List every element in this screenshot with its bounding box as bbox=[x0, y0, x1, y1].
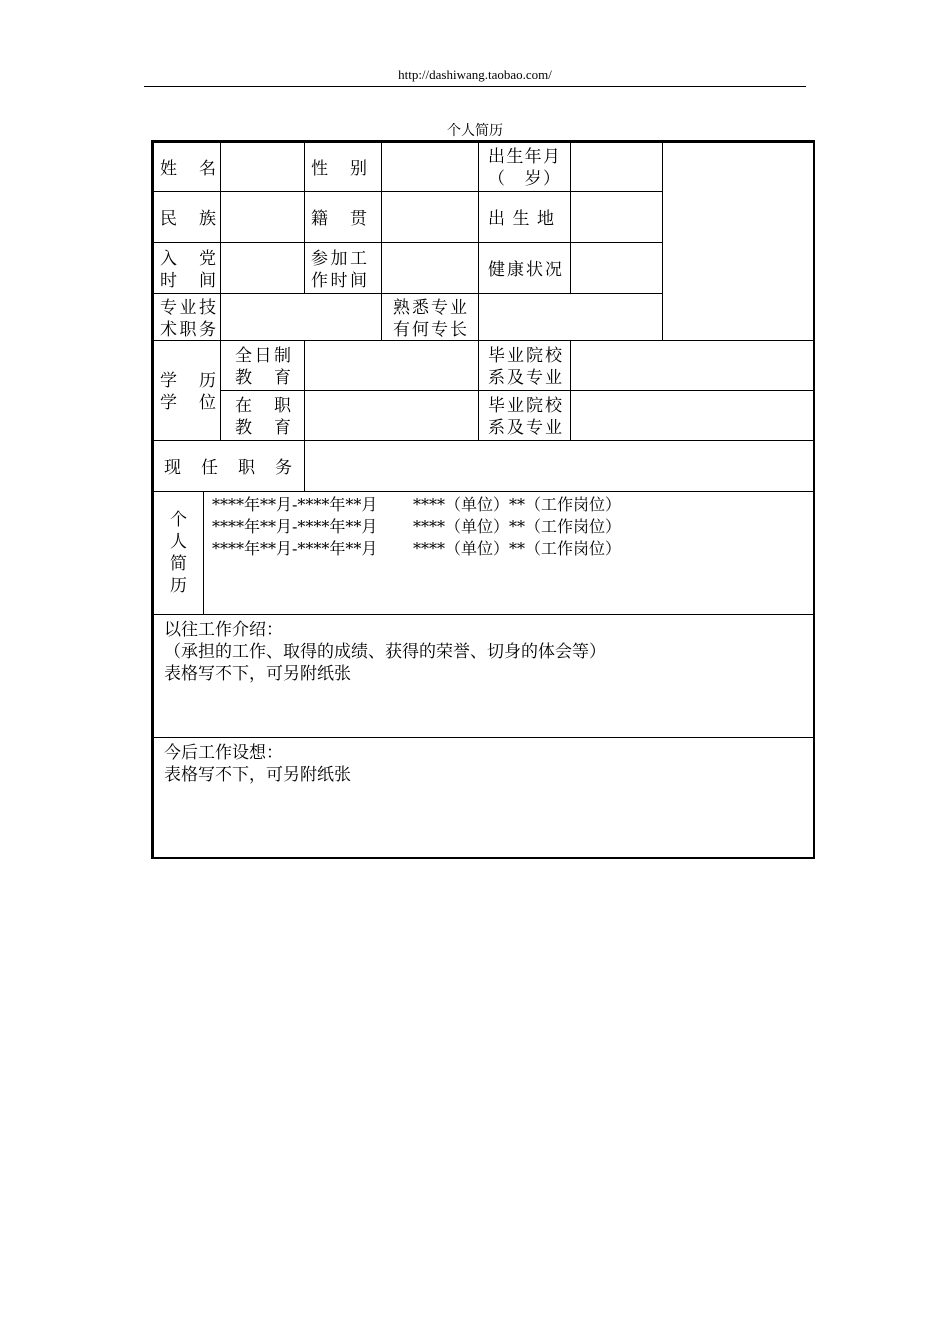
field-party[interactable] bbox=[220, 242, 305, 294]
field-name[interactable] bbox=[220, 142, 305, 192]
resume-form bbox=[151, 140, 815, 859]
label-native: 籍贯 bbox=[304, 191, 382, 243]
label-resume: 个 人 简 历 bbox=[153, 491, 204, 615]
field-fulltime-school[interactable] bbox=[570, 340, 815, 391]
label-ethnic: 民族 bbox=[153, 191, 221, 243]
field-ethnic[interactable] bbox=[220, 191, 305, 243]
field-professional-title[interactable] bbox=[220, 293, 382, 341]
label-inservice: 在职 教育 bbox=[220, 390, 305, 441]
label-fulltime: 全日制 教育 bbox=[220, 340, 305, 391]
field-resume[interactable] bbox=[203, 491, 815, 615]
field-work-start[interactable] bbox=[381, 242, 479, 294]
field-fulltime-degree[interactable] bbox=[304, 340, 479, 391]
resume-entry: ****年**月-****年**月 ****（单位）**（工作岗位） bbox=[212, 517, 622, 536]
photo-box[interactable] bbox=[662, 142, 815, 341]
header-divider bbox=[144, 86, 806, 87]
field-native[interactable] bbox=[381, 191, 479, 243]
past-work-note: 表格写不下，可另附纸张 bbox=[164, 664, 351, 684]
field-gender[interactable] bbox=[381, 142, 479, 192]
field-future-work[interactable] bbox=[153, 737, 815, 859]
label-inservice-school: 毕业院校 系及专业 bbox=[478, 390, 571, 441]
label-current-position: 现任职务 bbox=[153, 440, 305, 492]
label-work-start: 参加工 作时间 bbox=[304, 242, 382, 294]
form-title: 个人简历 bbox=[447, 123, 503, 139]
header-url: http://dashiwang.taobao.com/ bbox=[398, 67, 552, 82]
label-birth: 出生年月 （ 岁） bbox=[478, 142, 571, 192]
field-past-work[interactable] bbox=[153, 614, 815, 738]
field-birthplace[interactable] bbox=[570, 191, 663, 243]
label-education: 学历 学位 bbox=[153, 340, 221, 441]
label-professional-title: 专业技 术职务 bbox=[153, 293, 221, 341]
field-specialty[interactable] bbox=[478, 293, 663, 341]
label-specialty: 熟悉专业 有何专长 bbox=[381, 293, 479, 341]
label-birthplace: 出生地 bbox=[478, 191, 571, 243]
label-health: 健康状况 bbox=[478, 242, 571, 294]
label-name: 姓名 bbox=[153, 142, 221, 192]
resume-entry: ****年**月-****年**月 ****（单位）**（工作岗位） bbox=[212, 539, 622, 558]
resume-entry: ****年**月-****年**月 ****（单位）**（工作岗位） bbox=[212, 495, 622, 514]
future-work-note: 表格写不下，可另附纸张 bbox=[164, 765, 351, 785]
field-birth[interactable] bbox=[570, 142, 663, 192]
field-current-position[interactable] bbox=[304, 440, 815, 492]
label-gender: 性别 bbox=[304, 142, 382, 192]
future-work-heading: 今后工作设想： bbox=[164, 743, 283, 763]
field-inservice-school[interactable] bbox=[570, 390, 815, 441]
field-health[interactable] bbox=[570, 242, 663, 294]
field-inservice-degree[interactable] bbox=[304, 390, 479, 441]
past-work-heading: 以往工作介绍： bbox=[164, 620, 283, 640]
label-fulltime-school: 毕业院校 系及专业 bbox=[478, 340, 571, 391]
label-party: 入党 时间 bbox=[153, 242, 221, 294]
past-work-hint: （承担的工作、取得的成绩、获得的荣誉、切身的体会等） bbox=[164, 642, 606, 662]
